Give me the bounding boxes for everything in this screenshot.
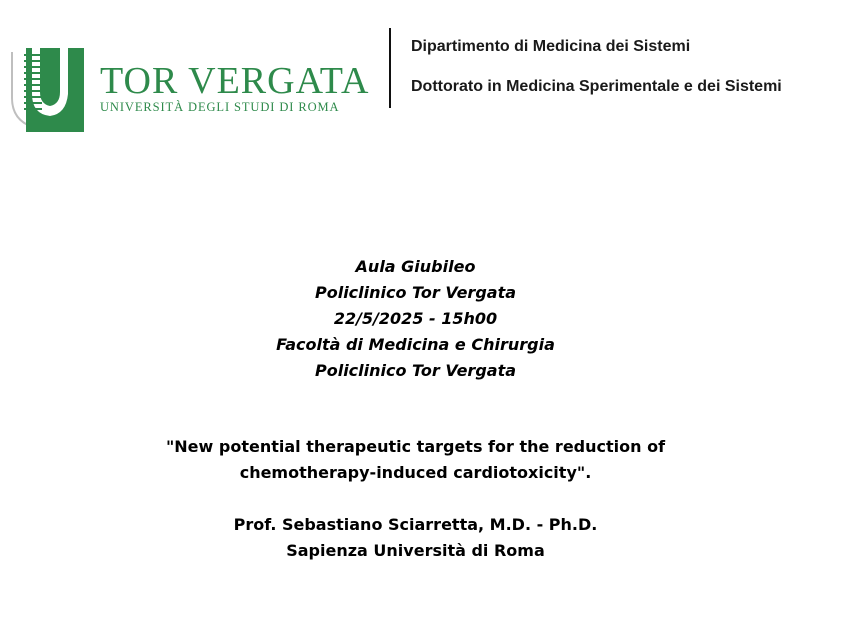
header-divider [389, 28, 391, 108]
speaker-name: Prof. Sebastiano Sciarretta, M.D. - Ph.D. [233, 515, 598, 534]
talk-title [0, 434, 831, 486]
event-faculty: Facoltà di Medicina e Chirurgia [276, 335, 555, 354]
university-logo-icon [10, 48, 86, 132]
speaker-affiliation: Sapienza Università di Roma [286, 541, 545, 560]
phd-program-name: Dottorato in Medicina Sperimentale e dei Sistemi [411, 78, 782, 95]
event-venue: Policlinico Tor Vergata [314, 283, 517, 302]
speaker [0, 512, 831, 564]
department-name: Dipartimento di Medicina dei Sistemi [411, 38, 691, 55]
university-subtitle: UNIVERSITÀ DEGLI STUDI DI ROMA [100, 100, 340, 114]
event-datetime: 22/5/2025 - 15h00 [333, 309, 498, 328]
talk-title-line-1: "New potential therapeutic targets for the reduction of [165, 437, 666, 456]
university-name: TOR VERGATA [100, 60, 370, 102]
event-details [0, 254, 831, 384]
talk-title-line-2: chemotherapy-induced cardiotoxicity". [239, 463, 592, 482]
event-venue-repeat: Policlinico Tor Vergata [314, 361, 517, 380]
header [0, 0, 851, 140]
event-room: Aula Giubileo [355, 257, 476, 276]
